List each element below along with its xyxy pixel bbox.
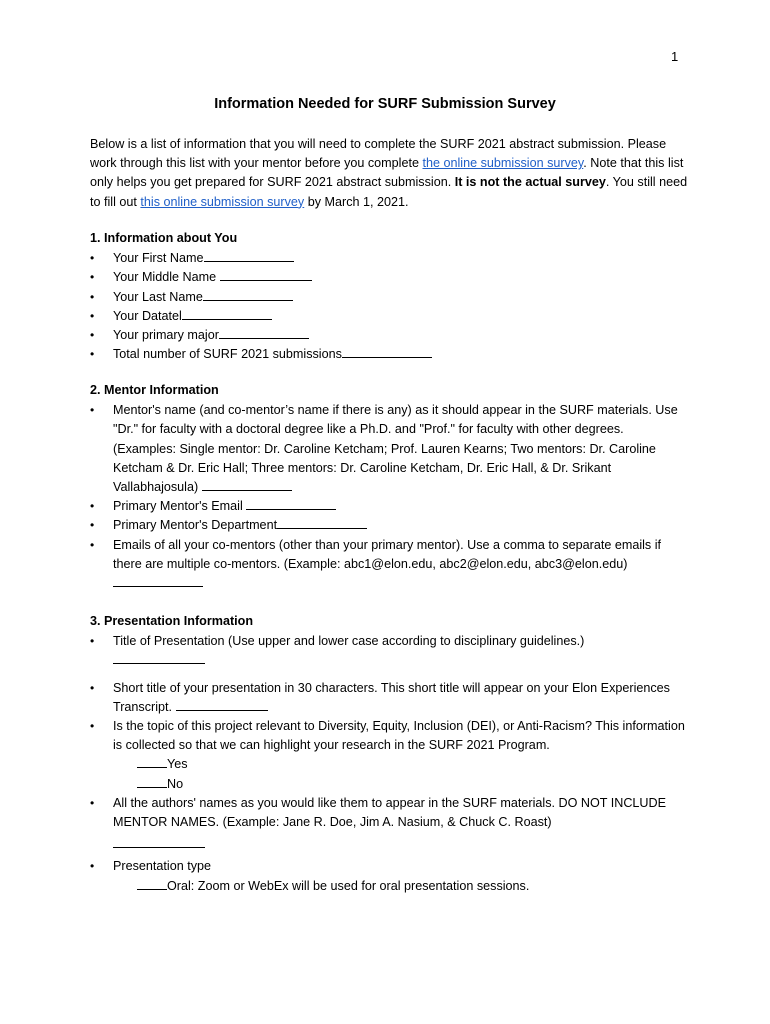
list-item: • Is the topic of this project relevant to Diversity, Equity, Inclusion (DEI), or Anti-Racism? This information is collected so that we can highlight your research in the SURF 2021 Program. — [90, 717, 690, 755]
list-item: • Your Middle Name — [90, 268, 690, 287]
fill-in-blank[interactable] — [342, 345, 432, 358]
document-title: Information Needed for SURF Submission Survey — [214, 96, 556, 112]
list-item: • Your Last Name — [90, 288, 690, 307]
list-item: • Title of Presentation (Use upper and lower case according to disciplinary guidelines.) — [90, 632, 690, 670]
fill-in-blank[interactable] — [113, 574, 203, 587]
fill-in-blank[interactable] — [203, 288, 293, 301]
intro-paragraph — [90, 135, 690, 212]
page-number: 1 — [671, 49, 679, 64]
checkbox-blank[interactable] — [137, 877, 167, 890]
section-heading: 3. Presentation Information — [90, 614, 254, 628]
list-item: • Your primary major — [90, 326, 690, 345]
list-item: • Total number of SURF 2021 submissions — [90, 345, 690, 364]
fill-in-blank[interactable] — [246, 497, 336, 510]
intro-text-3: . You still need to fill out — [90, 175, 688, 209]
list-item: • Primary Mentor's Department — [90, 516, 690, 535]
list-item: • Primary Mentor's Email — [90, 497, 690, 516]
fill-in-blank[interactable] — [204, 249, 294, 262]
checkbox-blank[interactable] — [137, 775, 167, 788]
section-mentor-information — [90, 381, 690, 593]
fill-in-blank[interactable] — [113, 651, 205, 664]
section-heading: 2. Mentor Information — [90, 383, 219, 397]
fill-in-blank[interactable] — [113, 835, 205, 848]
checkbox-blank[interactable] — [137, 755, 167, 768]
this-online-submission-survey-link[interactable]: this online submission survey — [140, 194, 305, 209]
list-item: • All the authors' names as you would like them to appear in the SURF materials. DO NOT INCLUDE MENTOR NAMES. (Example: Jane R. Doe, Jim A. Nasium, & Chuck C. Roast) — [90, 794, 690, 855]
fill-in-blank[interactable] — [176, 698, 268, 711]
section-presentation-information — [90, 612, 690, 896]
list-item: • Mentor's name (and co-mentor’s name if there is any) as it should appear in the SURF materials. Use "Dr." for faculty with a doctoral degree like a Ph.D. and "Prof." for faculty with other degrees. (Examples: Single mentor: Dr. Caroline Ketcham; Prof. Lauren Kearns; Two mentors: Dr. Caroline Ketcham & Dr. Eric Hall; Three mentors: Dr. Caroline Ketcham, Dr. Eric Hall, & Dr. Srikant Vallabhajosula) — [90, 401, 690, 497]
intro-text-2: . Note that this list only helps you get prepared for SURF 2021 abstract submission. — [90, 156, 684, 190]
list-item: • Your First Name — [90, 249, 690, 268]
list-item: • Presentation type — [90, 857, 690, 876]
section-heading: 1. Information about You — [90, 231, 238, 245]
oral-option: Oral: Zoom or WebEx will be used for oral presentation sessions. — [90, 877, 690, 896]
list-item: • Emails of all your co-mentors (other than your primary mentor). Use a comma to separate emails if there are multiple co-mentors. (Example: abc1@elon.edu, abc2@elon.edu, abc3@elon.edu) — [90, 536, 690, 594]
intro-text-1: Below is a list of information that you will need to complete the SURF 2021 abstract submission. Please work through this list with your mentor before you complete — [90, 137, 667, 171]
fill-in-blank[interactable] — [202, 478, 292, 491]
dei-yes-option: Yes — [90, 755, 690, 774]
fill-in-blank[interactable] — [219, 326, 309, 339]
intro-bold-note: It is not the actual survey — [454, 175, 606, 190]
intro-text-4: by March 1, 2021. — [304, 194, 409, 209]
fill-in-blank[interactable] — [182, 307, 272, 320]
list-item: • Short title of your presentation in 30 characters. This short title will appear on your Elon Experiences Transcript. — [90, 679, 690, 717]
fill-in-blank[interactable] — [220, 268, 312, 281]
online-submission-survey-link[interactable]: the online submission survey — [422, 156, 584, 171]
list-item: • Your Datatel — [90, 307, 690, 326]
section-information-about-you — [90, 229, 690, 364]
dei-no-option: No — [90, 775, 690, 794]
fill-in-blank[interactable] — [277, 516, 367, 529]
